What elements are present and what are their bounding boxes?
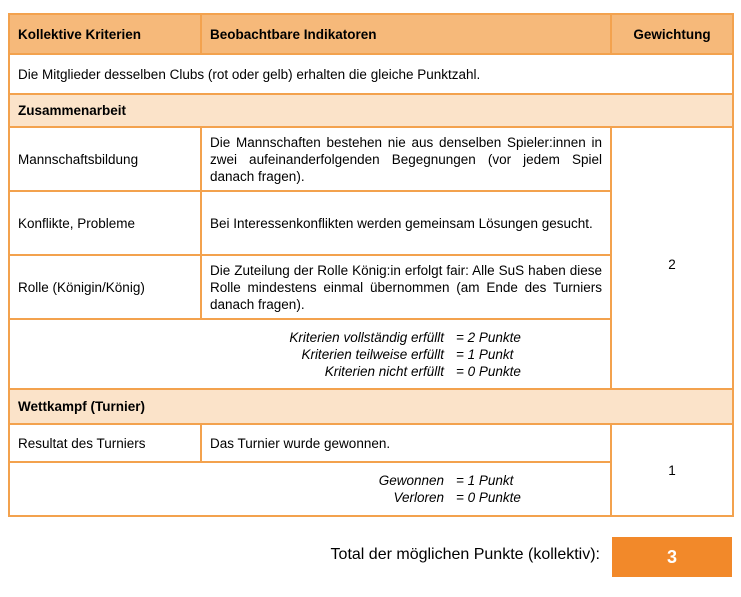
criteria-sheet	[8, 13, 732, 517]
weight-cooperation: 2	[611, 127, 733, 389]
scale-list	[280, 472, 540, 506]
table-row	[9, 127, 733, 191]
total-label: Total der möglichen Punkte (kollektiv):	[330, 546, 600, 563]
header-row	[9, 14, 733, 54]
section-title-competition: Wettkampf (Turnier)	[9, 389, 733, 424]
scale-value: = 2 Punkte	[456, 329, 521, 345]
scale-value: = 0 Punkte	[456, 363, 521, 379]
weight-competition: 1	[611, 424, 733, 516]
total-row	[8, 537, 732, 577]
header-indicators: Beobachtbare Indikatoren	[201, 14, 611, 54]
scale-value: = 1 Punkt	[456, 473, 514, 488]
scale-list	[280, 329, 540, 380]
scale-label: Gewonnen	[378, 473, 444, 488]
criterion-cell: Konflikte, Probleme	[9, 191, 201, 255]
scale-label: Kriterien nicht erfüllt	[324, 363, 444, 379]
scoring-scale	[9, 319, 611, 389]
criteria-table	[8, 13, 734, 517]
section-row	[9, 389, 733, 424]
header-weighting: Gewichtung	[611, 14, 733, 54]
criterion-cell: Rolle (Königin/König)	[9, 255, 201, 319]
scale-label: Kriterien vollständig erfüllt	[289, 329, 444, 345]
header-criteria: Kollektive Kriterien	[9, 14, 201, 54]
scale-value: = 1 Punkt	[456, 346, 514, 362]
section-title-cooperation: Zusammenarbeit	[9, 94, 733, 127]
total-value: 3	[612, 537, 732, 577]
indicator-cell: Die Mannschaften bestehen nie aus denselben Spieler:innen in zwei aufeinanderfolgenden Begegnungen (vor jedem Spiel danach fragen).	[201, 127, 611, 191]
indicator-cell: Das Turnier wurde gewonnen.	[201, 424, 611, 462]
section-row	[9, 94, 733, 127]
scale-label: Verloren	[393, 490, 444, 505]
indicator-cell: Die Zuteilung der Rolle König:in erfolgt fair: Alle SuS haben diese Rolle mindestens einmal übernommen (am Ende des Turniers danach fragen).	[201, 255, 611, 319]
criterion-cell: Resultat des Turniers	[9, 424, 201, 462]
scale-label: Kriterien teilweise erfüllt	[301, 346, 444, 362]
indicator-cell: Bei Interessenkonflikten werden gemeinsam Lösungen gesucht.	[201, 191, 611, 255]
intro-row	[9, 54, 733, 94]
scoring-scale	[9, 462, 611, 516]
scale-value: = 0 Punkte	[456, 490, 521, 505]
criterion-cell: Mannschaftsbildung	[9, 127, 201, 191]
table-row	[9, 424, 733, 462]
intro-text: Die Mitglieder desselben Clubs (rot oder gelb) erhalten die gleiche Punktzahl.	[9, 54, 733, 94]
